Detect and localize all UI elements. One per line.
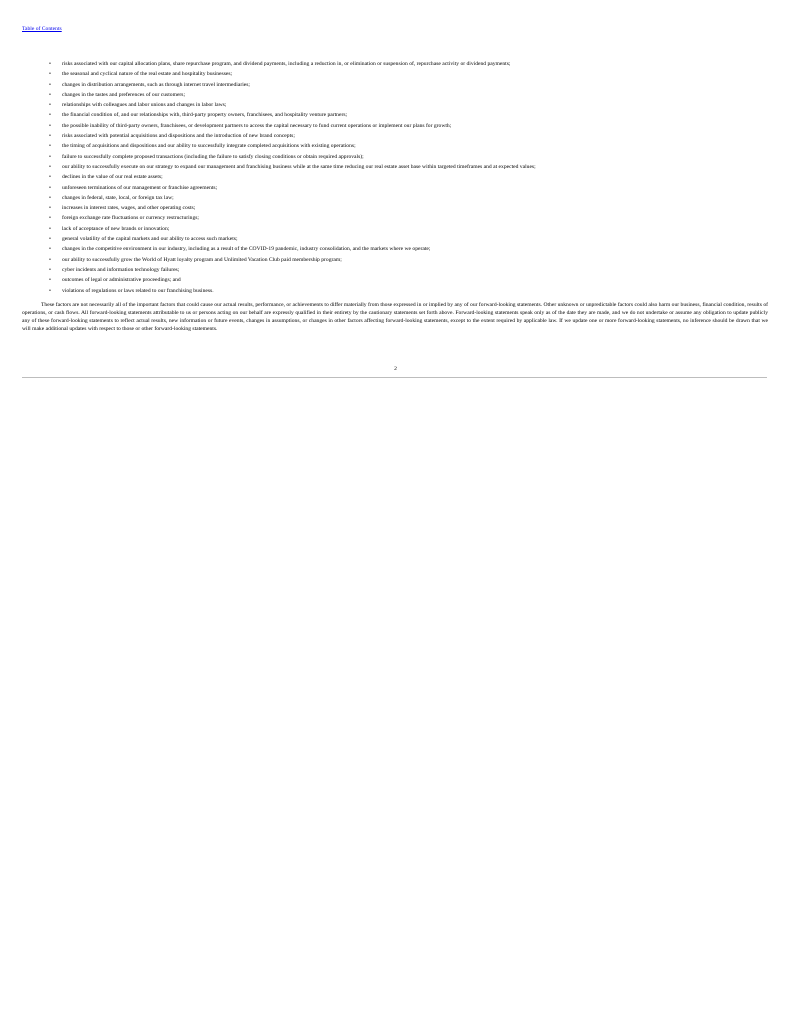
list-item xyxy=(0,203,791,213)
list-item xyxy=(0,234,791,244)
list-item xyxy=(0,275,791,285)
bullet-icon: • xyxy=(49,225,51,232)
list-item xyxy=(0,141,791,151)
list-item xyxy=(0,100,791,110)
list-item xyxy=(0,131,791,141)
bullet-icon: • xyxy=(49,246,51,253)
bullet-icon: • xyxy=(49,256,51,263)
list-item xyxy=(0,80,791,90)
page-divider xyxy=(22,377,767,378)
list-item xyxy=(0,110,791,120)
page-number: 2 xyxy=(394,366,397,372)
bullet-icon: • xyxy=(49,122,51,129)
list-item-text: the financial condition of, and our relationships with, third-party property owners, franchisees, and hospitality venture partners; xyxy=(62,112,348,119)
bullet-icon: • xyxy=(49,174,51,181)
list-item-text: general volatility of the capital markets and our ability to access such markets; xyxy=(62,236,238,243)
list-item-text: changes in the tastes and preferences of our customers; xyxy=(62,91,186,98)
list-item xyxy=(0,172,791,182)
list-item-text: lack of acceptance of new brands or innovation; xyxy=(62,225,170,232)
list-item xyxy=(0,152,791,162)
bullet-icon: • xyxy=(49,236,51,243)
list-item xyxy=(0,224,791,234)
list-item-text: changes in federal, state, local, or foreign tax law; xyxy=(62,194,174,201)
list-item-text: relationships with colleagues and labor unions and changes in labor laws; xyxy=(62,102,227,109)
list-item-text: failure to successfully complete proposed transactions (including the failure to satisfy closing conditions or obtain required approvals); xyxy=(62,153,364,160)
list-item xyxy=(0,90,791,100)
list-item xyxy=(0,255,791,265)
bullet-icon: • xyxy=(49,61,51,67)
list-item xyxy=(0,213,791,223)
table-of-contents-link[interactable]: Table of Contents xyxy=(22,26,62,32)
list-item-text: our ability to successfully execute on our strategy to expand our management and franchising business while at the same time reducing our real estate asset base within targeted timeframes and at expected values; xyxy=(62,163,536,170)
cautionary-paragraph: These factors are not necessarily all of the important factors that could cause our actual results, performance, or achievements to differ materially from those expressed in or implied by any of our forward-looking statements. Other unknown or unpredictable factors could also harm our business, financial condition, results of operations, or cash flows. All forward-looking statements attributable to us or persons acting on our behalf are expressly qualified in their entirety by the cautionary statements set forth above. Forward-looking statements speak only as of the date they are made, and we do not undertake or assume any obligation to update publicly any of these forward-looking statements to reflect actual results, new information or future events, changes in assumptions, or changes in other factors affecting forward-looking statements, except to the extent required by applicable law. If we update one or more forward-looking statements, no inference should be drawn that we will make additional updates with respect to those or other forward-looking statements. xyxy=(22,302,768,333)
list-item xyxy=(0,265,791,275)
list-item-text: cyber incidents and information technology failures; xyxy=(62,266,180,273)
bullet-icon: • xyxy=(49,163,51,170)
list-item-text: declines in the value of our real estate assets; xyxy=(62,174,163,181)
list-item xyxy=(0,193,791,203)
list-item-text: the seasonal and cyclical nature of the real estate and hospitality businesses; xyxy=(62,71,233,78)
list-item-text: the timing of acquisitions and dispositions and our ability to successfully integrate completed acquisitions with existing operations; xyxy=(62,143,356,150)
list-item xyxy=(0,244,791,254)
list-item-text: changes in the competitive environment in our industry, including as a result of the COVID-19 pandemic, industry consolidation, and the markets where we operate; xyxy=(62,246,431,253)
bullet-icon: • xyxy=(49,143,51,150)
list-item-text: the possible inability of third-party owners, franchisees, or development partners to access the capital necessary to fund current operations or implement our plans for growth; xyxy=(62,122,452,129)
list-item-text: changes in distribution arrangements, such as through internet travel intermediaries; xyxy=(62,81,250,88)
bullet-icon: • xyxy=(49,215,51,222)
risk-factor-list xyxy=(0,59,791,296)
list-item-text: our ability to successfully grow the World of Hyatt loyalty program and Unlimited Vacation Club paid membership program; xyxy=(62,256,342,263)
bullet-icon: • xyxy=(49,71,51,78)
list-item-text: increases in interest rates, wages, and other operating costs; xyxy=(62,205,196,212)
bullet-icon: • xyxy=(49,194,51,201)
list-item-text: unforeseen terminations of our management or franchise agreements; xyxy=(62,184,218,191)
list-item xyxy=(0,69,791,79)
list-item xyxy=(0,286,791,296)
list-item xyxy=(0,162,791,172)
bullet-icon: • xyxy=(49,266,51,273)
bullet-icon: • xyxy=(49,205,51,212)
list-item-text: risks associated with our capital allocation plans, share repurchase program, and dividend payments, including a reduction in, or elimination or suspension of, repurchase activity or dividend payments; xyxy=(62,61,511,67)
list-item-text: outcomes of legal or administrative proceedings; and xyxy=(62,277,181,284)
bullet-icon: • xyxy=(49,153,51,160)
list-item xyxy=(0,121,791,131)
list-item-text: foreign exchange rate fluctuations or currency restructurings; xyxy=(62,215,199,222)
list-item-text: risks associated with potential acquisitions and dispositions and the introduction of new brand concepts; xyxy=(62,133,295,140)
bullet-icon: • xyxy=(49,287,51,294)
bullet-icon: • xyxy=(49,91,51,98)
list-item xyxy=(0,59,791,69)
list-item xyxy=(0,183,791,193)
bullet-icon: • xyxy=(49,81,51,88)
bullet-icon: • xyxy=(49,102,51,109)
bullet-icon: • xyxy=(49,184,51,191)
list-item-text: violations of regulations or laws related to our franchising business. xyxy=(62,287,214,294)
bullet-icon: • xyxy=(49,112,51,119)
bullet-icon: • xyxy=(49,277,51,284)
bullet-icon: • xyxy=(49,133,51,140)
